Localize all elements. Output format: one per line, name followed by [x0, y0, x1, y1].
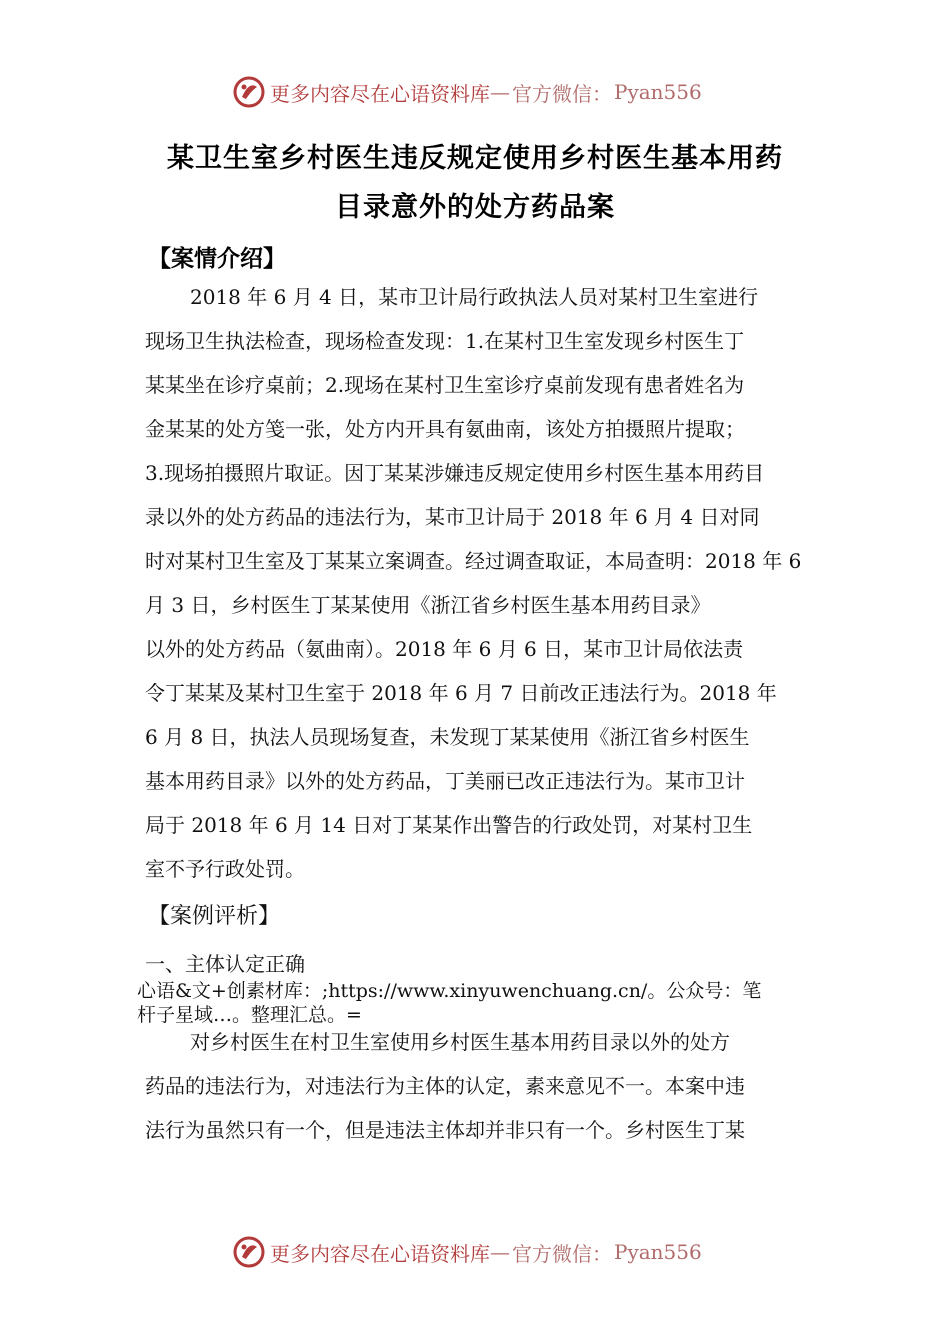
- section-heading-case-intro: 【案情介绍】: [148, 246, 286, 272]
- paragraph-line: 月 3 日，乡村医生丁某某使用《浙江省乡村医生基本用药目录》: [145, 593, 711, 617]
- paragraph-line: 令丁某某及某村卫生室于 2018 年 6 月 7 日前改正违法行为。2018 年: [145, 681, 777, 705]
- header-banner: [232, 72, 702, 112]
- source-note-line: 心语&文+创素材库：;https://www.xinyuwenchuang.cn/。公众号：笔: [137, 980, 762, 1002]
- brand-logo-icon: [232, 1235, 266, 1269]
- paragraph-line: 金某某的处方笺一张，处方内开具有氨曲南，该处方拍摄照片提取；: [145, 417, 745, 441]
- paragraph-line: 时对某村卫生室及丁某某立案调查。经过调查取证，本局查明：2018 年 6: [145, 549, 802, 573]
- banner-brand-text: 更多内容尽在心语资料库: [270, 1241, 490, 1266]
- banner-brand-text: 更多内容尽在心语资料库: [270, 81, 490, 106]
- paragraph-line: 某某坐在诊疗桌前；2.现场在某村卫生室诊疗桌前发现有患者姓名为: [145, 373, 745, 397]
- banner-wechat-label: 官方微信：: [512, 81, 612, 106]
- document-title-line2: 目录意外的处方药品案: [335, 192, 615, 223]
- banner-wechat-label: 官方微信：: [512, 1241, 612, 1266]
- paragraph-line: 现场卫生执法检查，现场检查发现：1.在某村卫生室发现乡村医生丁: [145, 329, 745, 353]
- banner-separator: —: [490, 80, 510, 104]
- source-note-line: 杆子星域…。整理汇总。=: [137, 1004, 362, 1026]
- subheading-subject-identification: 一、主体认定正确: [145, 952, 305, 976]
- banner-separator: —: [490, 1240, 510, 1264]
- paragraph-line: 局于 2018 年 6 月 14 日对丁某某作出警告的行政处罚，对某村卫生: [145, 813, 753, 837]
- paragraph-line: 以外的处方药品（氨曲南）。2018 年 6 月 6 日，某市卫计局依法责: [145, 637, 744, 661]
- paragraph-line: 3.现场拍摄照片取证。因丁某某涉嫌违反规定使用乡村医生基本用药目: [145, 461, 765, 485]
- paragraph-line: 对乡村医生在村卫生室使用乡村医生基本用药目录以外的处方: [190, 1030, 730, 1054]
- paragraph-line: 2018 年 6 月 4 日，某市卫计局行政执法人员对某村卫生室进行: [190, 285, 759, 309]
- paragraph-line: 录以外的处方药品的违法行为，某市卫计局于 2018 年 6 月 4 日对同: [145, 505, 760, 529]
- paragraph-line: 室不予行政处罚。: [145, 857, 305, 881]
- paragraph-line: 6 月 8 日，执法人员现场复查，未发现丁某某使用《浙江省乡村医生: [145, 725, 750, 749]
- paragraph-line: 法行为虽然只有一个，但是违法主体却并非只有一个。乡村医生丁某: [145, 1118, 745, 1142]
- banner-wechat-id: Pyan556: [614, 80, 702, 104]
- brand-logo-icon: [232, 75, 266, 109]
- banner-wechat-id: Pyan556: [614, 1240, 702, 1264]
- paragraph-line: 药品的违法行为，对违法行为主体的认定，素来意见不一。本案中违: [145, 1074, 745, 1098]
- section-heading-case-analysis: 【案例评析】: [148, 904, 281, 929]
- document-title-line1: 某卫生室乡村医生违反规定使用乡村医生基本用药: [167, 143, 783, 174]
- paragraph-line: 基本用药目录》以外的处方药品，丁美丽已改正违法行为。某市卫计: [145, 769, 745, 793]
- footer-banner: [232, 1232, 702, 1272]
